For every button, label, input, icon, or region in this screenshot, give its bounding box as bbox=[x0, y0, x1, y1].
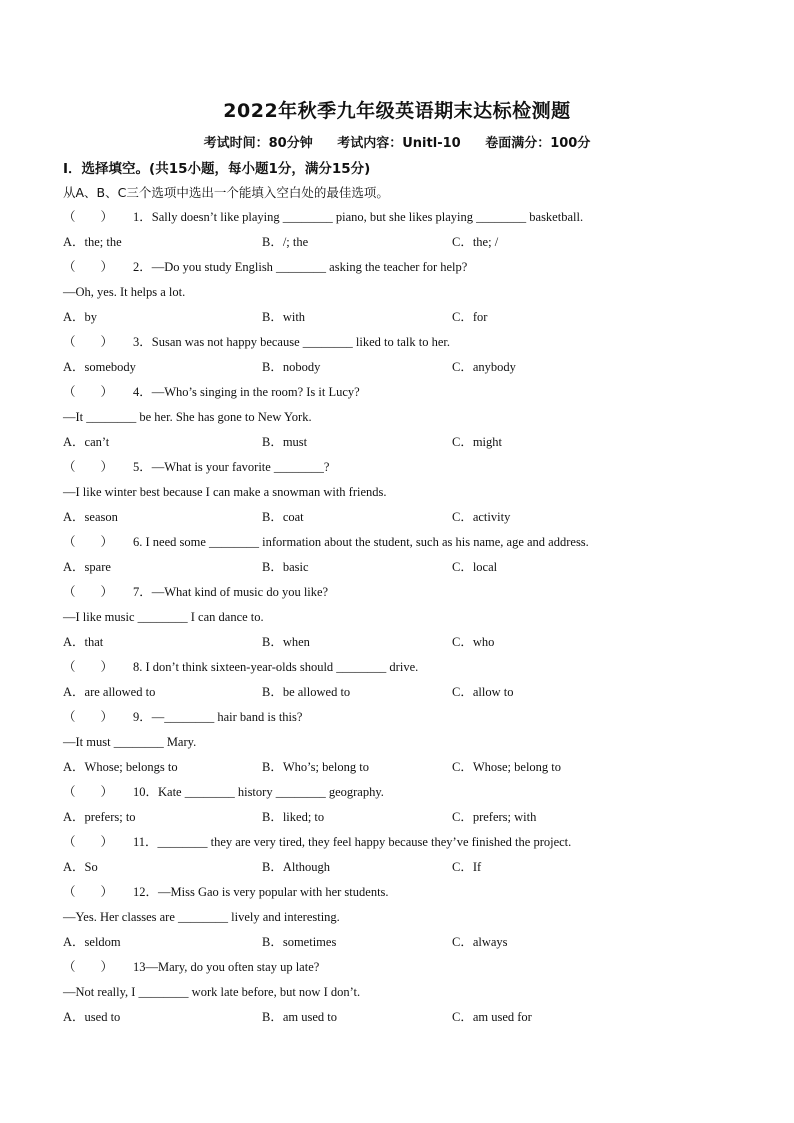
question-text: —I like music ________ I can dance to. bbox=[63, 610, 264, 624]
options-row bbox=[63, 1005, 763, 1030]
option-b: B．nobody bbox=[262, 360, 321, 374]
option-a: A．Whose; belongs to bbox=[63, 760, 178, 774]
question-stem bbox=[63, 830, 763, 855]
answer-bracket: （ ） bbox=[63, 260, 114, 274]
options-row bbox=[63, 505, 763, 530]
option-a: A．somebody bbox=[63, 360, 136, 374]
question-item bbox=[63, 330, 763, 380]
option-b: B．Although bbox=[262, 860, 331, 874]
option-c: C．always bbox=[452, 935, 508, 949]
question-item bbox=[63, 255, 763, 330]
question-item bbox=[63, 880, 763, 955]
exam-score: 卷面满分：100分 bbox=[485, 136, 591, 151]
option-b: B．sometimes bbox=[262, 935, 337, 949]
question-stem bbox=[63, 330, 763, 355]
question-item bbox=[63, 205, 763, 255]
section-instruction: 从A、B、C三个选项中选出一个能填入空白处的最佳选项。 bbox=[63, 185, 389, 200]
option-b: B．with bbox=[262, 310, 306, 324]
options-row bbox=[63, 680, 763, 705]
page-title: 2022年秋季九年级英语期末达标检测题 bbox=[223, 100, 571, 122]
options-row bbox=[63, 430, 763, 455]
question-item bbox=[63, 380, 763, 455]
answer-bracket: （ ） bbox=[63, 585, 114, 599]
question-text: 4．—Who’s singing in the room? Is it Lucy? bbox=[133, 385, 360, 399]
answer-bracket: （ ） bbox=[63, 885, 114, 899]
option-b: B．liked; to bbox=[262, 810, 325, 824]
question-stem bbox=[63, 205, 763, 230]
question-text: —Oh, yes. It helps a lot. bbox=[63, 285, 186, 299]
option-a: A．can’t bbox=[63, 435, 110, 449]
question-text: 6. I need some ________ information about the student, such as his name, age and address. bbox=[133, 535, 589, 549]
question-text: 2．—Do you study English ________ asking the teacher for help? bbox=[133, 260, 468, 274]
answer-bracket: （ ） bbox=[63, 385, 114, 399]
question-text: 5．—What is your favorite ________? bbox=[133, 460, 330, 474]
question-item bbox=[63, 780, 763, 830]
question-stem bbox=[63, 780, 763, 805]
options-row bbox=[63, 230, 763, 255]
option-a: A．So bbox=[63, 860, 98, 874]
question-text: —Not really, I ________ work late before, but now I don’t. bbox=[63, 985, 361, 999]
question-dialog-line bbox=[63, 730, 763, 755]
option-b: B．coat bbox=[262, 510, 304, 524]
question-stem bbox=[63, 380, 763, 405]
question-item bbox=[63, 830, 763, 880]
exam-time: 考试时间：80分钟 bbox=[203, 136, 313, 151]
options-row bbox=[63, 555, 763, 580]
answer-bracket: （ ） bbox=[63, 710, 114, 724]
options-row bbox=[63, 305, 763, 330]
question-dialog-line bbox=[63, 480, 763, 505]
question-text: 13—Mary, do you often stay up late? bbox=[133, 960, 320, 974]
question-text: —It ________ be her. She has gone to New York. bbox=[63, 410, 312, 424]
question-text: —Yes. Her classes are ________ lively and interesting. bbox=[63, 910, 340, 924]
question-stem bbox=[63, 455, 763, 480]
option-a: A．are allowed to bbox=[63, 685, 156, 699]
option-b: B．when bbox=[262, 635, 310, 649]
question-text: 8. I don’t think sixteen-year-olds should ________ drive. bbox=[133, 660, 419, 674]
question-dialog-line bbox=[63, 605, 763, 630]
option-b: B．Who’s; belong to bbox=[262, 760, 369, 774]
question-text: 7．—What kind of music do you like? bbox=[133, 585, 329, 599]
options-row bbox=[63, 355, 763, 380]
options-row bbox=[63, 805, 763, 830]
answer-bracket: （ ） bbox=[63, 460, 114, 474]
question-dialog-line bbox=[63, 905, 763, 930]
options-row bbox=[63, 930, 763, 955]
answer-bracket: （ ） bbox=[63, 785, 114, 799]
option-a: A．by bbox=[63, 310, 98, 324]
option-c: C．activity bbox=[452, 510, 511, 524]
option-c: C．anybody bbox=[452, 360, 516, 374]
answer-bracket: （ ） bbox=[63, 660, 114, 674]
option-a: A．used to bbox=[63, 1010, 121, 1024]
question-stem bbox=[63, 530, 763, 555]
question-text: 3．Susan was not happy because ________ liked to talk to her. bbox=[133, 335, 450, 349]
option-c: C．prefers; with bbox=[452, 810, 537, 824]
answer-bracket: （ ） bbox=[63, 535, 114, 549]
question-item bbox=[63, 455, 763, 530]
question-stem bbox=[63, 255, 763, 280]
answer-bracket: （ ） bbox=[63, 335, 114, 349]
option-b: B．basic bbox=[262, 560, 309, 574]
option-b: B．am used to bbox=[262, 1010, 337, 1024]
option-c: C．am used for bbox=[452, 1010, 532, 1024]
answer-bracket: （ ） bbox=[63, 210, 114, 224]
question-text: 1．Sally doesn’t like playing ________ piano, but she likes playing ________ basketball. bbox=[133, 210, 584, 224]
question-item bbox=[63, 580, 763, 655]
section-title: Ⅰ．选择填空。(共15小题，每小题1分，满分15分) bbox=[63, 161, 371, 177]
question-text: —I like winter best because I can make a snowman with friends. bbox=[63, 485, 387, 499]
option-b: B．/; the bbox=[262, 235, 309, 249]
question-stem bbox=[63, 955, 763, 980]
option-c: C．If bbox=[452, 860, 482, 874]
option-a: A．season bbox=[63, 510, 118, 524]
question-text: —It must ________ Mary. bbox=[63, 735, 197, 749]
question-stem bbox=[63, 580, 763, 605]
exam-content: 考试内容：Unitl-10 bbox=[337, 136, 461, 151]
question-dialog-line bbox=[63, 280, 763, 305]
question-text: 10．Kate ________ history ________ geography. bbox=[133, 785, 384, 799]
option-c: C．local bbox=[452, 560, 498, 574]
question-text: 12．—Miss Gao is very popular with her students. bbox=[133, 885, 389, 899]
options-row bbox=[63, 855, 763, 880]
options-row bbox=[63, 630, 763, 655]
option-b: B．be allowed to bbox=[262, 685, 351, 699]
option-a: A．spare bbox=[63, 560, 111, 574]
question-stem bbox=[63, 705, 763, 730]
question-dialog-line bbox=[63, 980, 763, 1005]
question-stem bbox=[63, 655, 763, 680]
option-c: C．allow to bbox=[452, 685, 514, 699]
question-item bbox=[63, 705, 763, 780]
answer-bracket: （ ） bbox=[63, 960, 114, 974]
option-c: C．might bbox=[452, 435, 503, 449]
question-dialog-line bbox=[63, 405, 763, 430]
option-c: C．for bbox=[452, 310, 488, 324]
question-item bbox=[63, 955, 763, 1030]
option-b: B．must bbox=[262, 435, 308, 449]
option-c: C．the; / bbox=[452, 235, 499, 249]
question-list bbox=[63, 205, 763, 1030]
question-item bbox=[63, 655, 763, 705]
question-item bbox=[63, 530, 763, 580]
option-a: A．prefers; to bbox=[63, 810, 136, 824]
option-a: A．that bbox=[63, 635, 104, 649]
question-text: 9．—________ hair band is this? bbox=[133, 710, 303, 724]
option-c: C．who bbox=[452, 635, 495, 649]
answer-bracket: （ ） bbox=[63, 835, 114, 849]
question-stem bbox=[63, 880, 763, 905]
option-a: A．the; the bbox=[63, 235, 122, 249]
options-row bbox=[63, 755, 763, 780]
option-a: A．seldom bbox=[63, 935, 121, 949]
exam-info bbox=[0, 132, 794, 151]
option-c: C．Whose; belong to bbox=[452, 760, 562, 774]
question-text: 11．________ they are very tired, they feel happy because they’ve finished the project. bbox=[133, 835, 572, 849]
